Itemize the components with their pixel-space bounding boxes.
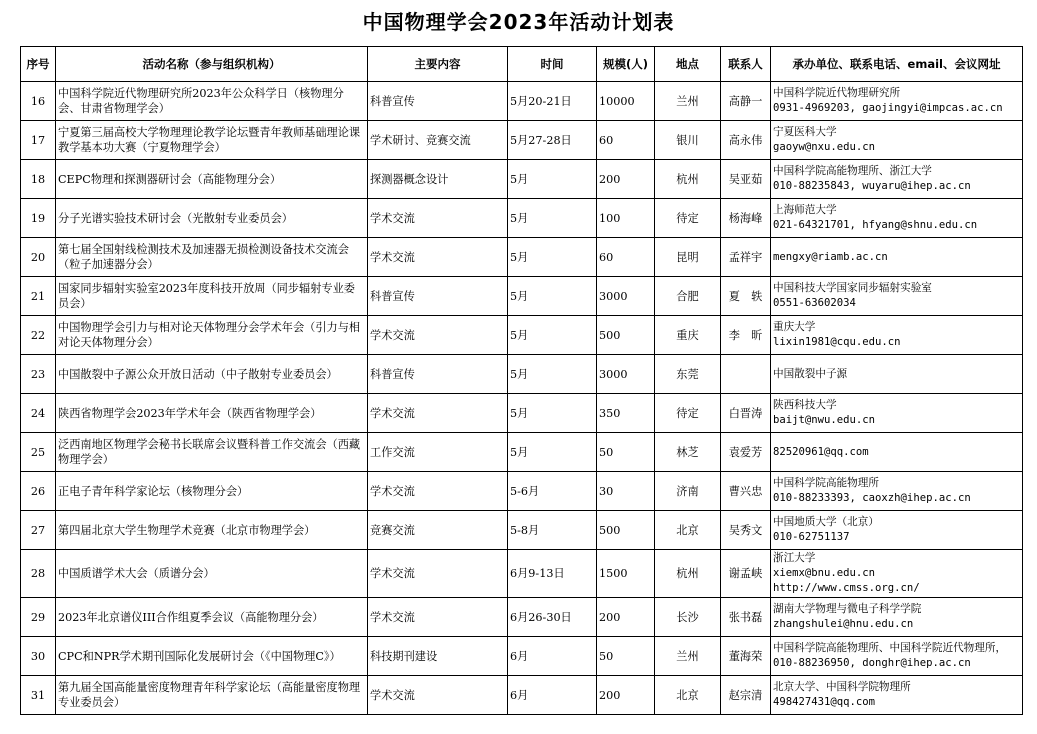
cell-time: 5月 [508,394,597,433]
contact-line: baijt@nwu.edu.cn [773,414,876,426]
cell-activity-name: 泛西南地区物理学会秘书长联席会议暨科普工作交流会（西藏物理学会） [56,433,368,472]
table-row [21,550,1023,598]
header-scale: 规模(人) [597,47,655,82]
cell-no: 28 [21,550,56,598]
table-row [21,238,1023,277]
contact-line: xiemx@bnu.edu.cn [773,567,876,579]
cell-no: 21 [21,277,56,316]
cell-activity-name: 中国物理学会引力与相对论天体物理分会学术年会（引力与相对论天体物理分会） [56,316,368,355]
contact-line: 0931-4969203, gaojingyi@impcas.ac.cn [773,102,1003,114]
table-row [21,82,1023,121]
cell-place: 济南 [655,472,721,511]
cell-no: 30 [21,637,56,676]
cell-no: 20 [21,238,56,277]
cell-content: 探测器概念设计 [368,160,508,199]
cell-time: 6月 [508,637,597,676]
contact-line: 021-64321701, hfyang@shnu.edu.cn [773,219,978,231]
cell-scale: 60 [597,238,655,277]
cell-contact [771,550,1023,598]
cell-contact [771,199,1023,238]
contact-line: 浙江大学 [773,552,816,564]
table-row [21,160,1023,199]
cell-content: 学术交流 [368,550,508,598]
cell-content: 工作交流 [368,433,508,472]
table-row [21,598,1023,637]
cell-place: 东莞 [655,355,721,394]
table-row [21,199,1023,238]
cell-scale: 1500 [597,550,655,598]
table-row [21,676,1023,715]
cell-time: 5-6月 [508,472,597,511]
cell-time: 5月 [508,238,597,277]
cell-content: 学术交流 [368,394,508,433]
table-row [21,121,1023,160]
contact-line: 0551-63602034 [773,297,856,309]
cell-scale: 500 [597,316,655,355]
cell-content: 学术交流 [368,472,508,511]
cell-scale: 60 [597,121,655,160]
cell-content: 学术研讨、竞赛交流 [368,121,508,160]
table-row [21,316,1023,355]
contact-line: 中国科学院高能物理所、中国科学院近代物理所，010-88236950, donghr@ihep.ac.cn [773,642,1007,669]
cell-person: 吴亚茹 [721,160,771,199]
cell-scale: 3000 [597,277,655,316]
activity-table [20,46,1023,715]
cell-person [721,355,771,394]
cell-scale: 50 [597,433,655,472]
cell-content: 竞赛交流 [368,511,508,550]
contact-line: 中国散裂中子源 [773,367,848,380]
header-content: 主要内容 [368,47,508,82]
header-contact: 承办单位、联系电话、email、会议网址 [771,47,1023,82]
contact-line: 010-88235843, wuyaru@ihep.ac.cn [773,180,971,192]
cell-time: 5月 [508,277,597,316]
cell-no: 29 [21,598,56,637]
table-row [21,472,1023,511]
cell-contact [771,277,1023,316]
table-row [21,433,1023,472]
table-header-row [21,47,1023,82]
cell-time: 6月26-30日 [508,598,597,637]
cell-person: 杨海峰 [721,199,771,238]
cell-contact [771,394,1023,433]
cell-activity-name: 中国质谱学术大会（质谱分会） [56,550,368,598]
contact-line: 北京大学、中国科学院物理所 [773,681,911,693]
cell-content: 科普宣传 [368,277,508,316]
cell-time: 5月27-28日 [508,121,597,160]
cell-place: 昆明 [655,238,721,277]
cell-scale: 350 [597,394,655,433]
cell-contact [771,676,1023,715]
cell-no: 23 [21,355,56,394]
cell-person: 孟祥宇 [721,238,771,277]
cell-contact [771,511,1023,550]
cell-place: 北京 [655,676,721,715]
cell-scale: 200 [597,598,655,637]
contact-line: 中国科技大学国家同步辐射实验室 [773,282,932,294]
contact-line: mengxy@riamb.ac.cn [773,250,888,263]
cell-place: 银川 [655,121,721,160]
cell-no: 19 [21,199,56,238]
cell-activity-name: 中国科学院近代物理研究所2023年公众科学日（核物理分会、甘肃省物理学会） [56,82,368,121]
cell-activity-name: CEPC物理和探测器研讨会（高能物理分会） [56,160,368,199]
cell-activity-name: 正电子青年科学家论坛（核物理分会） [56,472,368,511]
cell-activity-name: 第四届北京大学生物理学术竞赛（北京市物理学会） [56,511,368,550]
cell-person: 张书磊 [721,598,771,637]
cell-content: 学术交流 [368,316,508,355]
cell-activity-name: 2023年北京谱仪III合作组夏季会议（高能物理分会） [56,598,368,637]
cell-contact [771,160,1023,199]
contact-line: gaoyw@nxu.edu.cn [773,141,876,153]
cell-time: 6月9-13日 [508,550,597,598]
cell-scale: 200 [597,160,655,199]
cell-scale: 200 [597,676,655,715]
cell-scale: 50 [597,637,655,676]
cell-place: 林芝 [655,433,721,472]
cell-place: 长沙 [655,598,721,637]
cell-contact [771,637,1023,676]
contact-line: 中国科学院近代物理研究所 [773,87,901,99]
cell-person: 袁爱芳 [721,433,771,472]
cell-activity-name: 宁夏第三届高校大学物理理论教学论坛暨青年教师基础理论课教学基本功大赛（宁夏物理学会） [56,121,368,160]
cell-no: 31 [21,676,56,715]
cell-person: 高静一 [721,82,771,121]
contact-line: 重庆大学 [773,321,816,333]
cell-contact [771,82,1023,121]
cell-no: 27 [21,511,56,550]
cell-place: 兰州 [655,637,721,676]
cell-contact [771,238,1023,277]
header-no: 序号 [21,47,56,82]
cell-no: 24 [21,394,56,433]
contact-line: 498427431@qq.com [773,696,876,708]
header-person: 联系人 [721,47,771,82]
contact-line: 82520961@qq.com [773,445,869,458]
contact-line: http://www.cmss.org.cn/ [773,582,920,594]
table-body [21,82,1023,715]
cell-place: 重庆 [655,316,721,355]
cell-time: 5-8月 [508,511,597,550]
header-time: 时间 [508,47,597,82]
cell-time: 5月 [508,433,597,472]
contact-line: 中国地质大学（北京） [773,516,879,528]
cell-content: 科普宣传 [368,355,508,394]
cell-content: 学术交流 [368,598,508,637]
cell-content: 科技期刊建设 [368,637,508,676]
contact-line: 中国科学院高能物理所 [773,477,879,489]
cell-content: 学术交流 [368,238,508,277]
cell-person: 董海荣 [721,637,771,676]
cell-content: 学术交流 [368,676,508,715]
cell-scale: 3000 [597,355,655,394]
header-name: 活动名称（参与组织机构） [56,47,368,82]
cell-no: 26 [21,472,56,511]
cell-no: 18 [21,160,56,199]
contact-line: 中国科学院高能物理所、浙江大学 [773,165,932,177]
cell-contact [771,316,1023,355]
cell-contact [771,472,1023,511]
cell-person: 吴秀文 [721,511,771,550]
contact-line: 上海师范大学 [773,204,837,216]
table-row [21,637,1023,676]
cell-place: 北京 [655,511,721,550]
cell-person: 赵宗清 [721,676,771,715]
contact-line: zhangshulei@hnu.edu.cn [773,618,914,630]
cell-person: 夏 轶 [721,277,771,316]
cell-contact [771,433,1023,472]
table-row [21,277,1023,316]
cell-activity-name: 第七届全国射线检测技术及加速器无损检测设备技术交流会（粒子加速器分会） [56,238,368,277]
cell-place: 合肥 [655,277,721,316]
cell-activity-name: 第九届全国高能量密度物理青年科学家论坛（高能量密度物理专业委员会） [56,676,368,715]
cell-no: 22 [21,316,56,355]
cell-person: 高永伟 [721,121,771,160]
cell-place: 杭州 [655,550,721,598]
cell-contact [771,598,1023,637]
table-row [21,355,1023,394]
cell-place: 待定 [655,199,721,238]
table-row [21,511,1023,550]
cell-content: 学术交流 [368,199,508,238]
cell-activity-name: 陕西省物理学会2023年学术年会（陕西省物理学会） [56,394,368,433]
cell-time: 5月 [508,160,597,199]
cell-time: 5月20-21日 [508,82,597,121]
cell-person: 曹兴忠 [721,472,771,511]
cell-time: 5月 [508,355,597,394]
cell-no: 16 [21,82,56,121]
cell-scale: 100 [597,199,655,238]
page-title: 中国物理学会2023年活动计划表 [362,10,675,34]
cell-person: 白晋涛 [721,394,771,433]
cell-place: 兰州 [655,82,721,121]
cell-no: 17 [21,121,56,160]
cell-contact [771,121,1023,160]
cell-activity-name: 分子光谱实验技术研讨会（光散射专业委员会） [56,199,368,238]
cell-time: 6月 [508,676,597,715]
cell-contact [771,355,1023,394]
cell-time: 5月 [508,199,597,238]
cell-content: 科普宣传 [368,82,508,121]
cell-scale: 500 [597,511,655,550]
contact-line: 湖南大学物理与微电子科学学院 [773,603,922,615]
contact-line: lixin1981@cqu.edu.cn [773,336,901,348]
cell-activity-name: 国家同步辐射实验室2023年度科技开放周（同步辐射专业委员会） [56,277,368,316]
cell-time: 5月 [508,316,597,355]
contact-line: 宁夏医科大学 [773,126,837,138]
cell-scale: 10000 [597,82,655,121]
contact-line: 010-62751137 [773,531,850,543]
header-place: 地点 [655,47,721,82]
cell-person: 李 昕 [721,316,771,355]
table-row [21,394,1023,433]
cell-person: 谢孟峡 [721,550,771,598]
cell-activity-name: CPC和NPR学术期刊国际化发展研讨会（《中国物理C》） [56,637,368,676]
cell-no: 25 [21,433,56,472]
contact-line: 陕西科技大学 [773,399,837,411]
contact-line: 010-88233393, caoxzh@ihep.ac.cn [773,492,971,504]
cell-place: 待定 [655,394,721,433]
cell-place: 杭州 [655,160,721,199]
cell-activity-name: 中国散裂中子源公众开放日活动（中子散射专业委员会） [56,355,368,394]
cell-scale: 30 [597,472,655,511]
